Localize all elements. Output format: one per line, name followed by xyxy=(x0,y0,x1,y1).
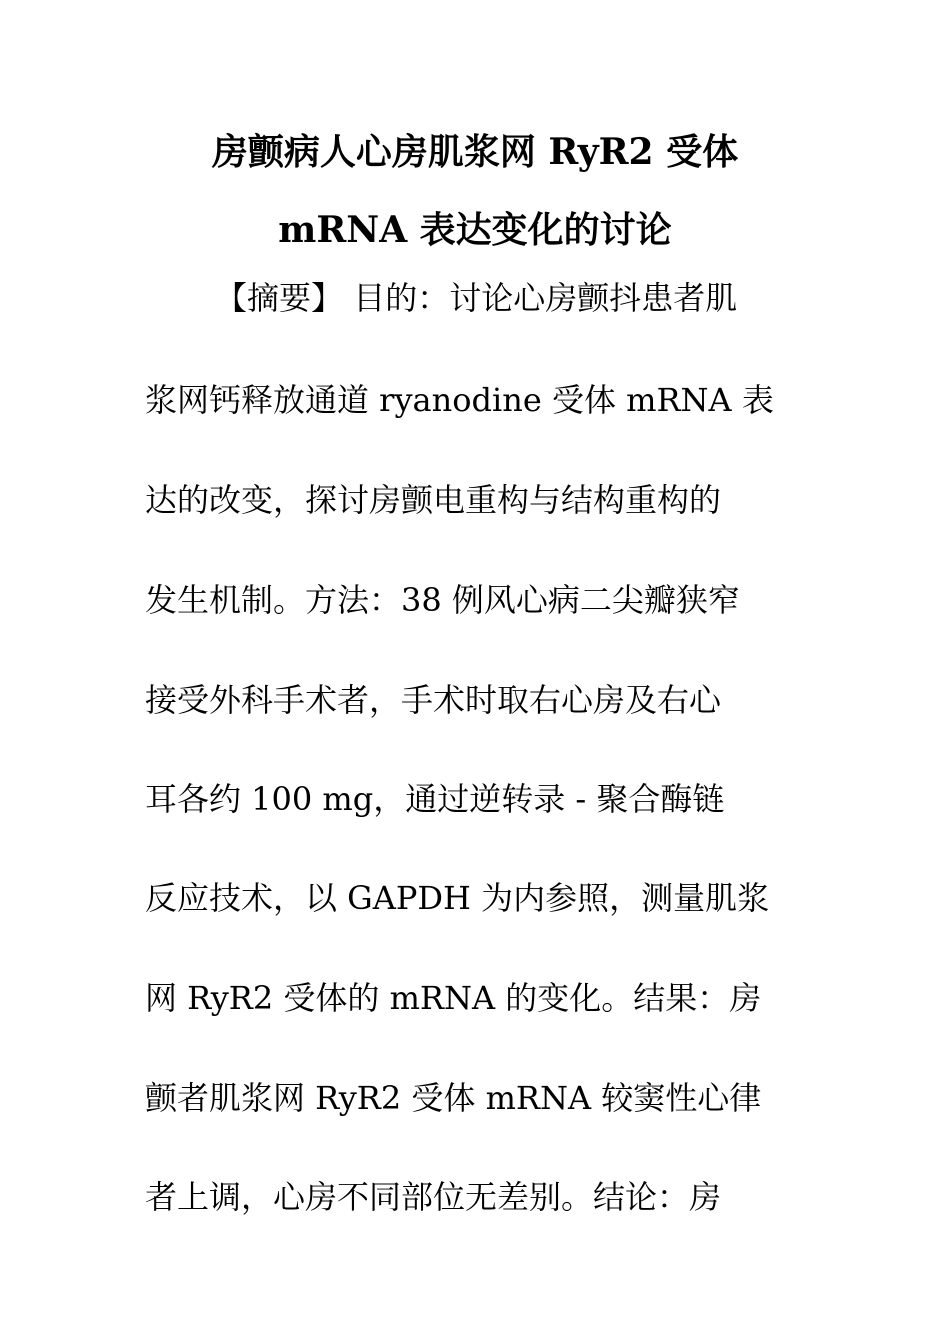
abstract-line-2: 浆网钙释放通道 ryanodine 受体 mRNA 表 xyxy=(145,381,774,419)
abstract-line-3: 达的改变，探讨房颤电重构与结构重构的 xyxy=(145,481,722,519)
abstract-line-1 xyxy=(215,276,880,320)
abstract-line-7: 反应技术，以 GAPDH 为内参照，测量肌浆 xyxy=(145,879,770,917)
abstract-line-10: 者上调，心房不同部位无差别。结论：房 xyxy=(145,1178,722,1216)
abstract-line-5: 接受外科手术者，手术时取右心房及右心 xyxy=(145,681,722,719)
document-title-line-1: 房颤病人心房肌浆网 RyR2 受体 xyxy=(211,131,739,173)
abstract-line-9: 颤者肌浆网 RyR2 受体 mRNA 较窦性心律 xyxy=(145,1079,762,1117)
abstract-line-6: 耳各约 100 mg，通过逆转录 - 聚合酶链 xyxy=(145,780,725,818)
document-title-line-2: mRNA 表达变化的讨论 xyxy=(278,209,672,251)
abstract-label: 【摘要】 xyxy=(215,279,344,317)
abstract-line-8: 网 RyR2 受体的 mRNA 的变化。结果：房 xyxy=(145,979,762,1017)
abstract-line-4: 发生机制。方法：38 例风心病二尖瓣狭窄 xyxy=(145,581,740,619)
abstract-text: 目的：讨论心房颤抖患者肌 xyxy=(343,279,738,317)
